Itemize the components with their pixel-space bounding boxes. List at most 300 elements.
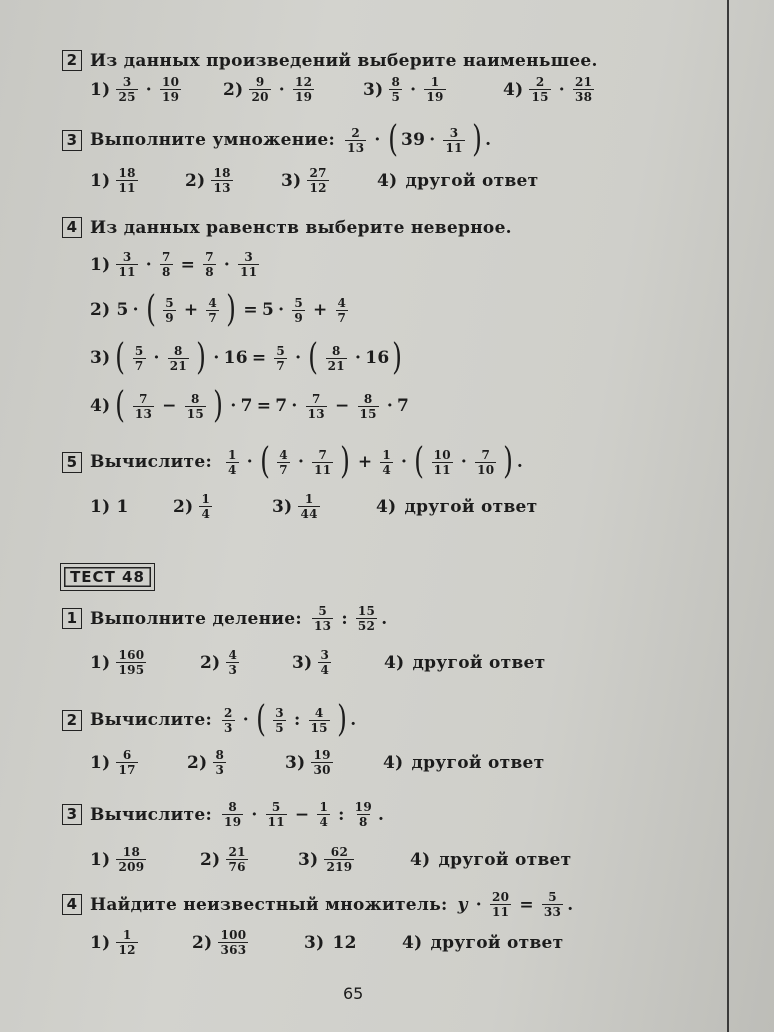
- fraction: [116, 748, 137, 777]
- parenthesis: ): [213, 385, 224, 426]
- parenthesis: (: [115, 385, 126, 426]
- denominator: 4: [201, 507, 211, 521]
- option-label: 3): [272, 496, 293, 517]
- denominator: 8: [359, 815, 368, 829]
- fraction: [206, 296, 219, 325]
- denominator: 15: [186, 406, 205, 421]
- denominator: 219: [326, 860, 353, 874]
- option-4[interactable]: [503, 75, 598, 104]
- question-number: 4: [62, 217, 82, 238]
- numerator: 7: [311, 391, 321, 406]
- denominator: 21: [169, 358, 188, 373]
- fraction: [203, 250, 216, 279]
- denominator: 17: [118, 763, 136, 777]
- fraction: [222, 800, 243, 829]
- parenthesis: ): [471, 119, 482, 160]
- fraction: [307, 166, 328, 195]
- numerator: 1: [228, 447, 237, 462]
- denominator: 8: [205, 265, 214, 279]
- denominator: 11: [240, 265, 258, 279]
- option-4[interactable]: 4) другой ответ: [376, 496, 538, 517]
- operator: ·: [278, 300, 285, 320]
- operator: ·: [145, 254, 153, 275]
- numerator: 19: [313, 748, 331, 762]
- operator: ·: [251, 804, 258, 825]
- denominator: 195: [118, 663, 145, 677]
- numerator: 21: [228, 845, 246, 859]
- option-label: 4): [90, 396, 111, 416]
- parenthesis: (: [308, 337, 319, 378]
- question-text: Вычислите:: [90, 452, 213, 472]
- test-question-4: 4 Найдите неизвестный множитель: y · $\frac{20}{11}$ = $\frac{5}{33}$ .: [62, 890, 573, 919]
- fraction: [356, 604, 377, 633]
- fraction: [573, 75, 594, 104]
- fraction: [211, 166, 232, 195]
- option-3[interactable]: [363, 75, 503, 104]
- fraction: [226, 448, 239, 477]
- option-label: 2): [173, 496, 194, 517]
- denominator: 363: [220, 943, 247, 957]
- option-label: 2): [185, 170, 206, 191]
- fraction: [266, 800, 287, 829]
- fraction: [116, 928, 137, 957]
- numerator: 3: [122, 250, 132, 264]
- parenthesis: ): [336, 699, 348, 740]
- page-number: 65: [343, 984, 364, 1003]
- equality-4[interactable]: 4) ( $\frac{7}{13}$ − $\frac{8}{15}$ ) · 7 = 7 · $\frac{7}{13}$ − $\frac{8}{15}$ · 7: [90, 385, 410, 426]
- parenthesis: (: [260, 441, 271, 482]
- option-label: 3): [292, 652, 313, 673]
- numerator: 8: [191, 391, 200, 406]
- denominator: 21: [327, 358, 345, 373]
- question-text: Вычислите:: [90, 710, 213, 730]
- option-3[interactable]: [292, 648, 384, 677]
- option-label: 3): [298, 849, 319, 870]
- option-label: 1): [90, 79, 111, 100]
- fraction: [317, 800, 330, 829]
- numerator: 7: [205, 250, 214, 264]
- denominator: 7: [208, 310, 218, 325]
- option-label: 2): [200, 849, 221, 870]
- question-number: 4: [62, 894, 82, 915]
- denominator: 15: [531, 90, 549, 104]
- option-2[interactable]: [187, 748, 285, 777]
- fraction: [293, 75, 314, 104]
- numerator: 4: [314, 705, 324, 720]
- question-2: [62, 50, 598, 71]
- test-question-3-options: [90, 845, 572, 874]
- option-label: 4): [376, 496, 397, 517]
- numerator: 1: [430, 75, 440, 89]
- option-label: 3): [285, 752, 306, 773]
- numerator: 3: [275, 705, 284, 720]
- operator: ·: [386, 396, 394, 416]
- margin-line: [727, 0, 729, 1032]
- numerator: 19: [354, 800, 372, 814]
- denominator: 11: [267, 815, 285, 829]
- option-1[interactable]: 1) 1: [90, 496, 129, 517]
- denominator: 209: [118, 860, 145, 874]
- option-3[interactable]: [272, 492, 376, 521]
- numerator: 1: [382, 447, 392, 462]
- option-2[interactable]: [185, 166, 281, 195]
- operator: ·: [145, 79, 153, 100]
- equality-2[interactable]: 2) 5 · ( $\frac{5}{9}$ + $\frac{4}{7}$ ) = 5 · $\frac{5}{9}$ + $\frac{4}{7}$: [90, 289, 347, 330]
- option-label: 4): [384, 652, 405, 673]
- option-1[interactable]: [90, 748, 187, 777]
- option-4[interactable]: 4) другой ответ: [377, 170, 539, 191]
- fraction: [185, 392, 206, 421]
- option-label: 1): [90, 932, 111, 953]
- fraction: [292, 296, 305, 325]
- denominator: 11: [314, 462, 332, 477]
- denominator: 44: [300, 507, 318, 521]
- fraction: [116, 166, 137, 195]
- option-4[interactable]: 4) другой ответ: [410, 849, 572, 870]
- question-number: 3: [62, 130, 82, 151]
- option-label: 1): [90, 849, 111, 870]
- operator: ·: [230, 396, 237, 416]
- question-3: 3 Выполните умножение: $\frac{2}{13}$ · ( 39 · $\frac{3}{11}$ ) .: [62, 122, 491, 158]
- numerator: 4: [208, 295, 218, 310]
- numerator: 5: [548, 890, 557, 904]
- numerator: 4: [279, 447, 288, 462]
- numerator: 7: [162, 250, 171, 264]
- numerator: 5: [271, 800, 281, 814]
- denominator: 11: [492, 905, 510, 919]
- denominator: 19: [224, 815, 242, 829]
- operator: ·: [246, 452, 253, 472]
- fraction: [318, 648, 331, 677]
- variable: y: [457, 894, 468, 915]
- denominator: 4: [320, 663, 330, 677]
- fraction: [358, 392, 379, 421]
- fraction: [160, 250, 173, 279]
- option-2[interactable]: [192, 928, 304, 957]
- equality-1[interactable]: [90, 250, 263, 279]
- option-4[interactable]: 4) другой ответ: [384, 652, 546, 673]
- fraction: [432, 448, 453, 477]
- operator: ·: [213, 348, 220, 368]
- denominator: 12: [118, 943, 136, 957]
- numerator: 7: [139, 391, 148, 406]
- denominator: 76: [228, 860, 246, 874]
- denominator: 19: [162, 90, 180, 104]
- denominator: 3: [215, 763, 225, 777]
- numerator: 8: [391, 75, 401, 89]
- option-3[interactable]: [285, 748, 383, 777]
- numerator: 6: [122, 748, 132, 762]
- numerator: 1: [122, 928, 132, 942]
- question-text: Из данных произведений выберите наименьшее.: [90, 50, 598, 71]
- denominator: 5: [275, 720, 284, 735]
- numerator: 10: [162, 75, 180, 89]
- fraction: [311, 748, 332, 777]
- denominator: 38: [575, 90, 593, 104]
- denominator: 11: [445, 140, 463, 155]
- fraction: [133, 344, 146, 373]
- fraction: [389, 75, 402, 104]
- operator: :: [338, 804, 345, 825]
- option-2[interactable]: [200, 845, 298, 874]
- denominator: 33: [543, 905, 562, 919]
- numerator: 3: [122, 75, 132, 89]
- numerator: 15: [357, 604, 376, 618]
- numerator: 5: [165, 295, 174, 310]
- parenthesis: (: [145, 289, 157, 330]
- operator: ·: [153, 348, 160, 368]
- denominator: 4: [228, 462, 237, 477]
- numerator: 1: [201, 492, 211, 506]
- option-4[interactable]: 4) другой ответ: [383, 752, 545, 773]
- operator: ·: [374, 130, 381, 150]
- option-label: 1): [90, 496, 111, 517]
- option-1[interactable]: [90, 928, 192, 957]
- option-2[interactable]: [223, 75, 363, 104]
- operator: ·: [401, 452, 408, 472]
- operator: −: [334, 396, 350, 416]
- numerator: 18: [213, 166, 231, 180]
- option-1[interactable]: [90, 845, 200, 874]
- fraction: [353, 800, 374, 829]
- denominator: 12: [309, 181, 327, 195]
- fraction: [336, 296, 349, 325]
- numerator: 8: [363, 391, 373, 406]
- fraction: [199, 492, 212, 521]
- fraction: [222, 706, 235, 735]
- fraction: [312, 604, 333, 633]
- test-question-1-options: [90, 648, 546, 677]
- fraction: [326, 344, 347, 373]
- numerator: 5: [276, 343, 286, 358]
- operator: ·: [410, 79, 417, 100]
- fraction: [238, 250, 259, 279]
- option-1[interactable]: [90, 75, 223, 104]
- operator: =: [256, 396, 272, 416]
- denominator: 19: [295, 90, 313, 104]
- question-text: Выполните умножение:: [90, 130, 336, 150]
- option-label: 1): [90, 752, 111, 773]
- denominator: 19: [426, 90, 444, 104]
- fraction: [490, 890, 511, 919]
- operator: −: [162, 396, 177, 416]
- numerator: 160: [118, 648, 145, 662]
- numerator: 5: [318, 604, 327, 618]
- option-label: 3): [90, 348, 111, 368]
- fraction: [345, 126, 366, 155]
- numerator: 8: [331, 343, 341, 358]
- option-label: 2): [90, 300, 111, 320]
- denominator: 15: [359, 406, 377, 421]
- option-label: 2): [192, 932, 213, 953]
- fraction: [277, 448, 290, 477]
- numerator: 4: [228, 648, 238, 662]
- fraction: [306, 392, 327, 421]
- fraction: [298, 492, 319, 521]
- denominator: 11: [118, 265, 136, 279]
- numerator: 2: [224, 705, 233, 720]
- option-2[interactable]: [200, 648, 292, 677]
- fraction: [380, 448, 393, 477]
- option-label: 3): [281, 170, 302, 191]
- operator: ·: [429, 130, 436, 150]
- denominator: 13: [314, 619, 332, 633]
- numerator: 27: [309, 166, 327, 180]
- fraction: [213, 748, 226, 777]
- test-question-2-options: [90, 748, 545, 777]
- option-label: 2): [223, 79, 244, 100]
- denominator: 20: [251, 90, 269, 104]
- parenthesis: (: [256, 699, 267, 740]
- question-text: Выполните деление:: [90, 608, 302, 629]
- operator: :: [341, 608, 348, 629]
- question-number: 2: [62, 50, 82, 71]
- operator: ·: [242, 710, 249, 730]
- operator: ·: [354, 348, 362, 368]
- parenthesis: ): [503, 441, 514, 482]
- denominator: 7: [276, 358, 286, 373]
- question-5-options: [90, 492, 538, 521]
- denominator: 13: [307, 406, 325, 421]
- denominator: 15: [310, 720, 328, 735]
- operator: ·: [132, 300, 139, 320]
- fraction: [324, 845, 354, 874]
- option-4[interactable]: 4) другой ответ: [402, 932, 564, 953]
- denominator: 7: [134, 358, 144, 373]
- option-label: 4): [377, 170, 398, 191]
- fraction: [249, 75, 270, 104]
- numerator: 12: [295, 75, 313, 89]
- question-5: 5 Вычислите: $\frac{1}{4}$ · ( $\frac{4}{7}$ · $\frac{7}{11}$ ) + $\frac{1}{4}$ · ( $\frac{10}{11}$ · $\frac{7}{10}$ ) .: [62, 444, 523, 480]
- option-1[interactable]: [90, 648, 200, 677]
- operator: :: [293, 710, 301, 730]
- operator: +: [312, 300, 328, 320]
- option-label: 1): [90, 652, 111, 673]
- fraction: [443, 126, 464, 155]
- numerator: 7: [318, 447, 328, 462]
- numerator: 8: [215, 748, 225, 762]
- numerator: 100: [220, 928, 247, 942]
- denominator: 7: [337, 310, 347, 325]
- numerator: 8: [174, 343, 183, 358]
- operator: ·: [558, 79, 566, 100]
- denominator: 52: [357, 619, 376, 633]
- option-3[interactable]: [281, 166, 377, 195]
- parenthesis: ): [340, 441, 351, 482]
- operator: =: [180, 254, 196, 275]
- fraction: [116, 845, 146, 874]
- fraction: [312, 448, 333, 477]
- denominator: 13: [213, 181, 231, 195]
- parenthesis: ): [196, 337, 207, 378]
- denominator: 3: [224, 720, 233, 735]
- fraction: [133, 392, 154, 421]
- denominator: 9: [165, 310, 174, 325]
- numerator: 20: [492, 890, 510, 904]
- numerator: 2: [351, 125, 361, 140]
- denominator: 13: [134, 406, 153, 421]
- fraction: [116, 250, 137, 279]
- numerator: 5: [134, 343, 144, 358]
- denominator: 4: [319, 815, 329, 829]
- parenthesis: ): [392, 337, 403, 378]
- question-number: 2: [62, 710, 82, 731]
- numerator: 8: [228, 800, 238, 814]
- option-1[interactable]: [90, 166, 185, 195]
- operator: ·: [297, 452, 305, 472]
- numerator: 18: [118, 166, 136, 180]
- operator: =: [519, 894, 534, 915]
- option-2[interactable]: [173, 492, 272, 521]
- option-3[interactable]: [298, 845, 410, 874]
- question-number: 1: [62, 608, 82, 629]
- numerator: 9: [255, 75, 265, 89]
- numerator: 2: [535, 75, 545, 89]
- option-label: 3): [304, 932, 325, 953]
- denominator: 10: [477, 462, 495, 477]
- question-number: 3: [62, 804, 82, 825]
- denominator: 11: [118, 181, 136, 195]
- fraction: [168, 344, 189, 373]
- question-text: Вычислите:: [90, 804, 213, 825]
- fraction: [116, 648, 146, 677]
- option-label: 4): [503, 79, 524, 100]
- denominator: 7: [279, 462, 288, 477]
- test-question-2: 2 Вычислите: $\frac{2}{3}$ · ( $\frac{3}{5}$ : $\frac{4}{15}$ ) .: [62, 702, 356, 738]
- option-label: 1): [90, 254, 111, 275]
- denominator: 3: [228, 663, 238, 677]
- question-4: [62, 217, 512, 238]
- fraction: [424, 75, 445, 104]
- fraction: [160, 75, 181, 104]
- denominator: 5: [391, 90, 401, 104]
- operator: =: [251, 348, 267, 368]
- parenthesis: (: [414, 441, 425, 482]
- numerator: 10: [433, 447, 451, 462]
- operator: =: [243, 300, 258, 320]
- numerator: 3: [244, 250, 254, 264]
- numerator: 62: [330, 845, 349, 859]
- numerator: 1: [319, 800, 329, 814]
- fraction: [309, 706, 330, 735]
- question-2-options: [90, 75, 598, 104]
- fraction: [163, 296, 176, 325]
- denominator: 11: [433, 462, 451, 477]
- operator: ·: [223, 254, 231, 275]
- test-question-3: 3 Вычислите: $\frac{8}{19}$ · $\frac{5}{11}$ − $\frac{1}{4}$ : $\frac{19}{8}$ .: [62, 800, 384, 829]
- equality-3[interactable]: 3) ( $\frac{5}{7}$ · $\frac{8}{21}$ ) · 16 = $\frac{5}{7}$ · ( $\frac{8}{21}$ · 16 ): [90, 337, 403, 378]
- option-label: 4): [410, 849, 431, 870]
- option-label: 1): [90, 170, 111, 191]
- denominator: 8: [162, 265, 171, 279]
- denominator: 4: [382, 462, 392, 477]
- option-3[interactable]: 3) 12: [304, 932, 357, 953]
- numerator: 3: [320, 648, 330, 662]
- parenthesis: ): [226, 289, 237, 330]
- numerator: 21: [575, 75, 593, 89]
- operator: ·: [295, 348, 302, 368]
- operator: +: [357, 452, 373, 472]
- numerator: 18: [122, 845, 141, 859]
- fraction: [542, 890, 563, 919]
- test-question-1: 1 Выполните деление: $\frac{5}{13}$ : $\frac{15}{52}$ .: [62, 604, 387, 633]
- operator: ·: [475, 894, 483, 915]
- fraction: [218, 928, 248, 957]
- operator: ·: [291, 396, 298, 416]
- operator: ·: [460, 452, 468, 472]
- operator: −: [294, 804, 310, 825]
- operator: ·: [278, 79, 286, 100]
